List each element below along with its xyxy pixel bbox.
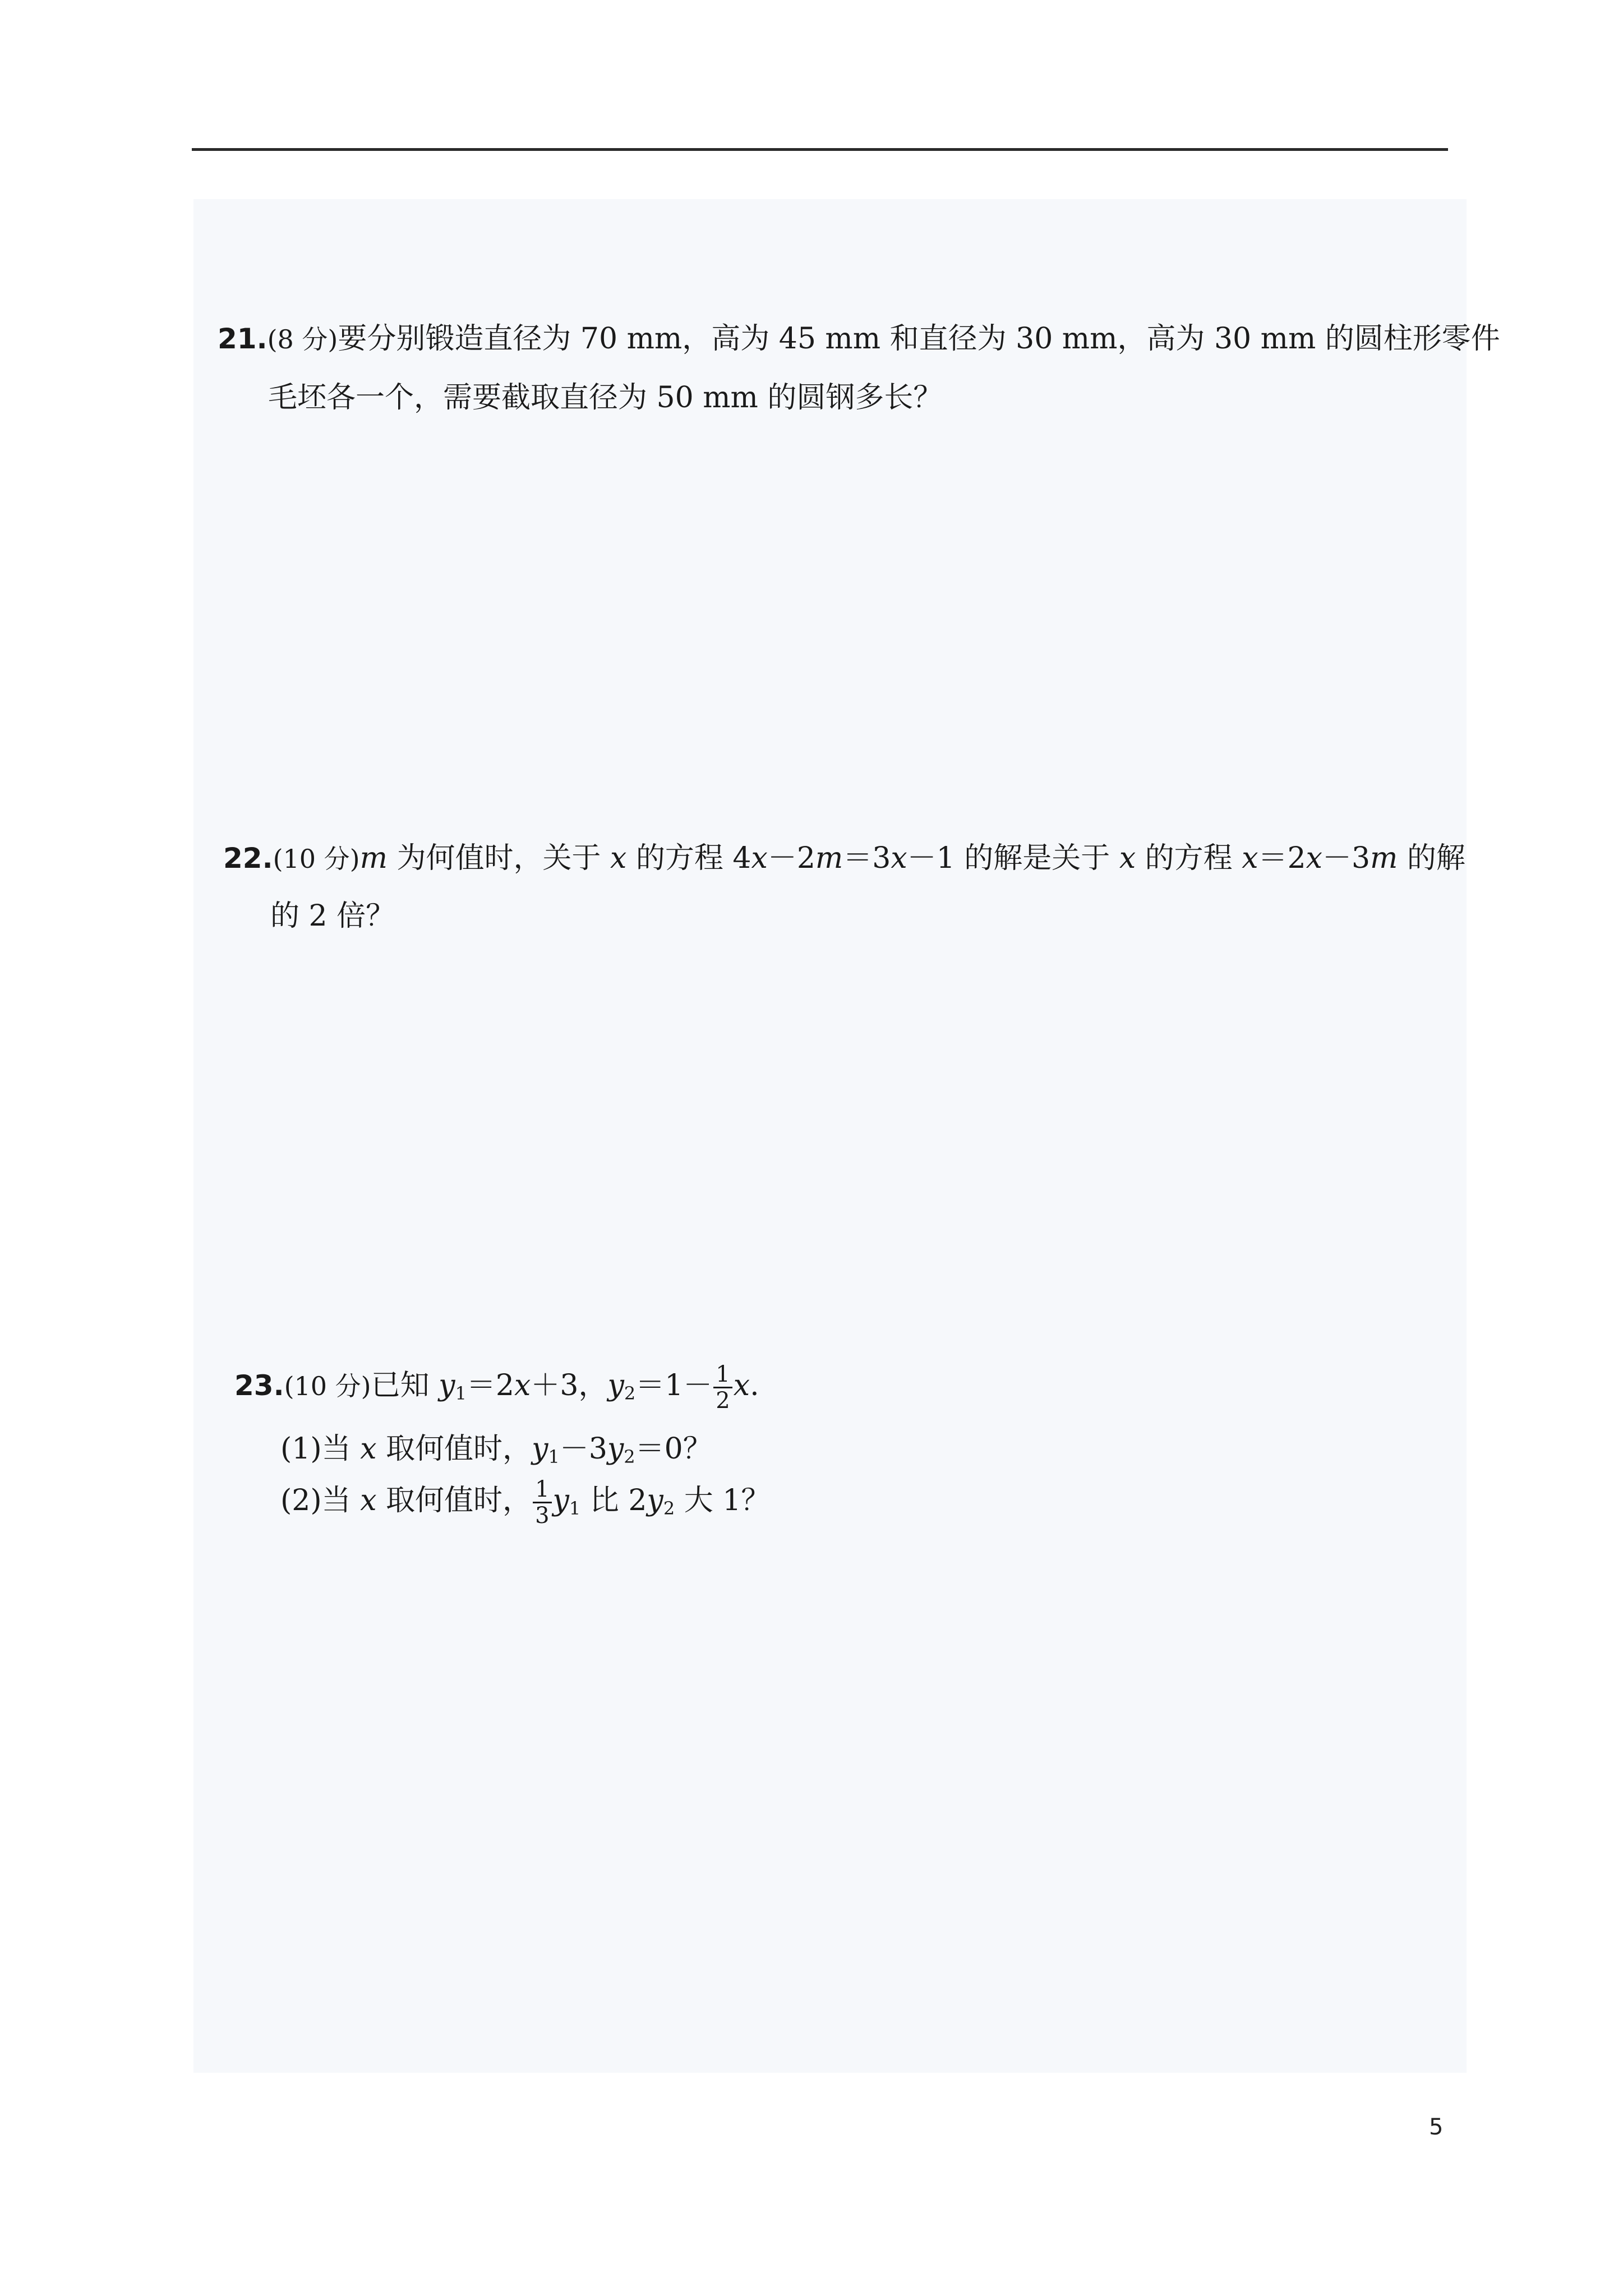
part-label: (2)当	[280, 1484, 361, 1517]
problem-text: ＋3，	[531, 1369, 608, 1402]
variable-x: x	[1306, 841, 1322, 875]
subscript: 1	[569, 1498, 581, 1519]
problem-text: ＝3	[843, 841, 891, 875]
variable-x: x	[1119, 841, 1136, 875]
problem-text: ＝2	[1258, 841, 1306, 875]
problem-text: .	[750, 1369, 759, 1402]
problem-22	[223, 841, 1465, 875]
variable-y: y	[439, 1369, 455, 1402]
problem-text: 的方程	[1136, 841, 1242, 875]
fraction-numerator: 1	[713, 1363, 732, 1388]
problem-points: (10 分)	[273, 844, 360, 874]
variable-x: x	[514, 1369, 531, 1402]
problem-number: 22.	[223, 842, 273, 875]
header-rule	[192, 148, 1448, 151]
problem-text: 要分别锻造直径为 70 mm，高为 45 mm 和直径为 30 mm，高为 30 mm 的圆柱形零件	[338, 322, 1500, 356]
variable-x: x	[360, 1484, 377, 1517]
problem-text: 的方程 4	[626, 841, 751, 875]
subscript: 2	[663, 1498, 675, 1519]
variable-y: y	[532, 1432, 548, 1466]
problem-text: 大 1？	[675, 1484, 771, 1517]
variable-x: x	[751, 841, 768, 875]
problem-number: 21.	[218, 323, 268, 355]
fraction-numerator: 1	[533, 1478, 551, 1503]
problem-23	[234, 1363, 759, 1412]
problem-text: －2	[767, 841, 815, 875]
variable-x: x	[610, 841, 627, 875]
problem-23-part-1	[280, 1425, 712, 1467]
problem-points: (10 分)	[284, 1371, 371, 1401]
variable-x: x	[360, 1432, 377, 1466]
problem-points: (8 分)	[267, 324, 338, 355]
fraction-one-half	[713, 1363, 732, 1412]
problem-text: －3	[559, 1432, 607, 1466]
problem-text: ＝2	[466, 1369, 515, 1402]
part-label: (1)当	[280, 1432, 361, 1466]
problem-text: 为何值时，关于	[387, 841, 611, 875]
problem-text: －1 的解是关于	[907, 841, 1119, 875]
scan-background	[193, 199, 1467, 2073]
problem-text: 取何值时，	[376, 1432, 532, 1466]
variable-y: y	[607, 1432, 624, 1466]
subscript: 1	[548, 1446, 560, 1467]
problem-text: 比 2	[580, 1484, 647, 1517]
subscript: 2	[624, 1383, 636, 1404]
problem-23-part-2	[280, 1476, 770, 1527]
fraction-denominator: 3	[535, 1503, 550, 1529]
variable-x: x	[891, 841, 907, 875]
variable-x: x	[733, 1369, 750, 1402]
problem-text: 的解	[1398, 841, 1465, 875]
problem-text: 已知	[371, 1369, 439, 1402]
variable-m: m	[815, 841, 843, 875]
problem-number: 23.	[234, 1369, 284, 1402]
variable-m: m	[359, 841, 388, 875]
variable-m: m	[1370, 841, 1398, 875]
page-number: 5	[1429, 2114, 1444, 2140]
variable-y: y	[607, 1369, 624, 1402]
fraction-one-third	[533, 1478, 551, 1527]
problem-21-line2: 毛坯各一个，需要截取直径为 50 mm 的圆钢多长？	[268, 381, 943, 415]
problem-text: ＝0？	[635, 1432, 712, 1466]
variable-y: y	[647, 1484, 663, 1517]
subscript: 1	[455, 1383, 467, 1404]
variable-x: x	[1242, 841, 1258, 875]
problem-text: －3	[1322, 841, 1371, 875]
problem-text: ＝1－	[635, 1369, 713, 1402]
problem-text: 取何值时，	[376, 1484, 532, 1517]
fraction-denominator: 2	[716, 1388, 730, 1414]
problem-21	[218, 322, 1500, 356]
subscript: 2	[624, 1446, 635, 1467]
variable-y: y	[552, 1484, 569, 1517]
problem-22-line2: 的 2 倍？	[270, 899, 395, 933]
